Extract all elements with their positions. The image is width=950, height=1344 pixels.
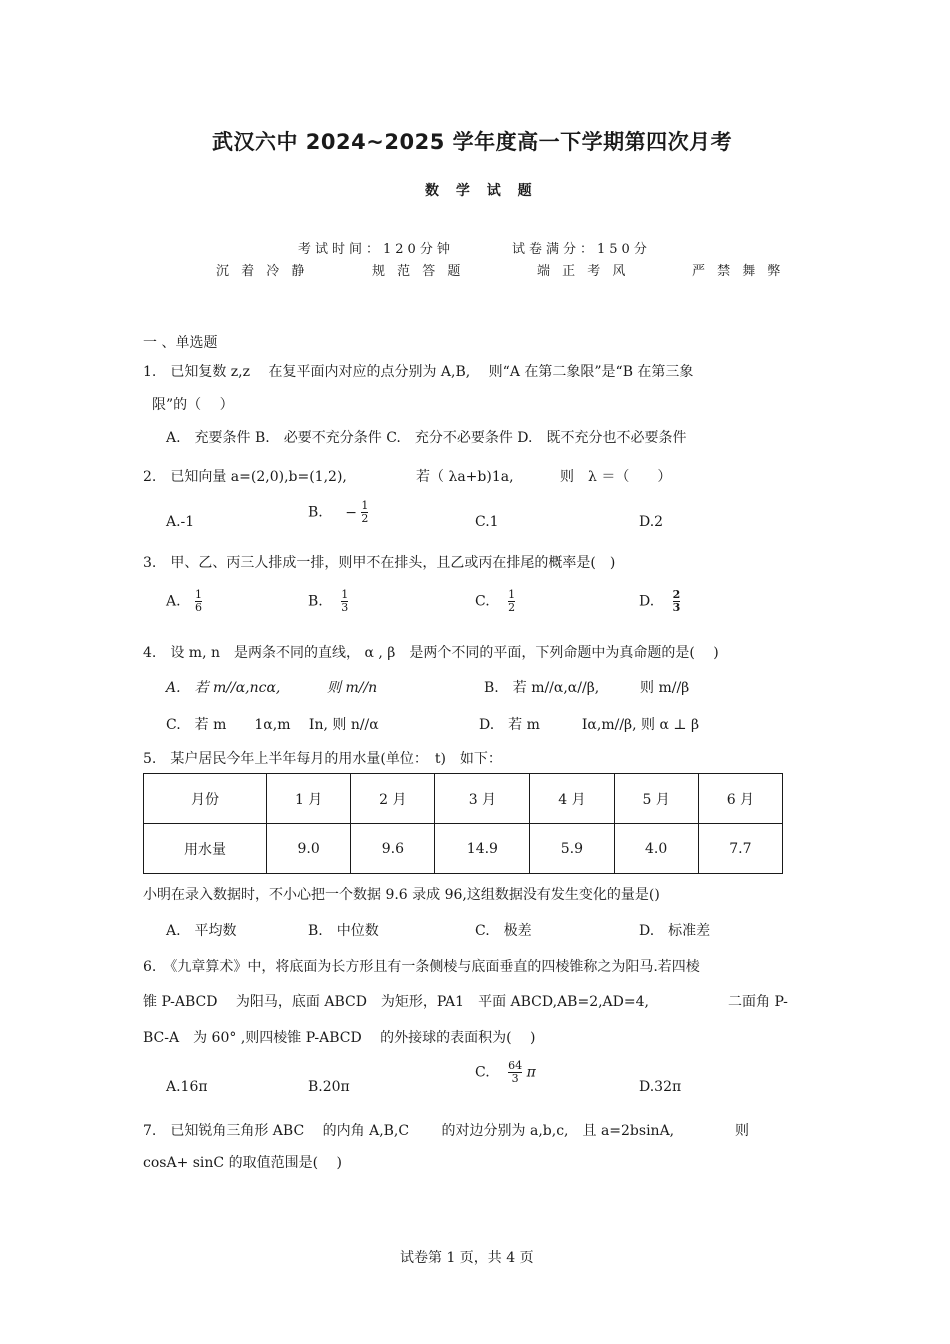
q2-stem-3: 则 λ ＝（ ） xyxy=(560,469,672,485)
q5-option-c: C. 极差 xyxy=(475,923,532,939)
q4-option-b: B. 若 m//α,α//β, xyxy=(484,680,600,696)
q6-option-c-pi: π xyxy=(526,1064,536,1081)
q3-option-a xyxy=(166,589,202,614)
q5-option-b: B. 中位数 xyxy=(308,923,379,939)
q1-stem-line2: 限”的（ ） xyxy=(152,397,234,413)
q6-option-c-fraction xyxy=(508,1060,522,1085)
q2-option-b xyxy=(308,500,368,525)
q6-option-c xyxy=(475,1060,536,1085)
full-score: 试卷满分：150分 xyxy=(512,242,651,257)
q3-option-d xyxy=(639,589,680,614)
q6-option-a: A.16π xyxy=(166,1079,208,1095)
q1-stem-line1: 1. 已知复数 z,z 在复平面内对应的点分别为 A,B, 则“A 在第二象限”是“B 在第三象 xyxy=(143,364,694,380)
q6-line1: 6. 《九章算术》中，将底面为长方形且有一条侧棱与底面垂直的四棱锥称之为阳马.若四棱 xyxy=(143,959,700,975)
q5-option-d: D. 标准差 xyxy=(639,923,711,939)
table-cell: 6 月 xyxy=(698,774,782,824)
table-row xyxy=(144,824,783,874)
q2-option-a: A.-1 xyxy=(166,514,195,530)
q3-option-c-label: C. xyxy=(475,593,490,610)
exam-title: 武汉六中 2024~2025 学年度高一下学期第四次月考 xyxy=(212,130,733,154)
q3-option-b-fraction xyxy=(341,589,348,614)
q6-line2: 锥 P-ABCD 为阳马，底面 ABCD 为矩形，PA1 平面 ABCD,AB=2,AD=4, xyxy=(143,994,649,1010)
q3-option-b xyxy=(308,589,348,614)
q7-line2: cosA+ sinC 的取值范围是( ) xyxy=(143,1155,342,1171)
q3-option-d-label: D. xyxy=(639,593,655,610)
q6-option-c-label: C. xyxy=(475,1064,490,1081)
q3-option-d-fraction xyxy=(673,589,681,614)
q3-stem: 3. 甲、乙、丙三人排成一排，则甲不在排头，且乙或丙在排尾的概率是( ) xyxy=(143,555,616,571)
q3-option-c-den: 2 xyxy=(508,601,516,614)
table-cell: 月份 xyxy=(144,774,267,824)
q4-option-c: C. 若 m 1α,m In, 则 n//α xyxy=(166,717,379,733)
q2-option-d: D.2 xyxy=(639,514,664,530)
q7-line1-end: 则 xyxy=(735,1123,749,1139)
q3-option-c-fraction xyxy=(508,589,515,614)
table-cell: 5 月 xyxy=(614,774,698,824)
q2-option-b-sign: − xyxy=(345,504,357,521)
q1-options: A. 充要条件 B. 必要不充分条件 C. 充分不必要条件 D. 既不充分也不必要条件 xyxy=(166,430,687,446)
q3-option-c-num: 1 xyxy=(508,588,516,601)
table-cell: 1 月 xyxy=(267,774,351,824)
q2-stem-2: 若（ λa+b)1a, xyxy=(416,469,514,485)
q3-option-b-den: 3 xyxy=(341,601,349,614)
q6-option-c-num: 64 xyxy=(508,1059,523,1072)
q6-option-b: B.20π xyxy=(308,1079,350,1095)
water-usage-table xyxy=(143,773,783,874)
q2-option-b-label: B. xyxy=(308,504,323,521)
exam-time: 考试时间：120分钟 xyxy=(298,242,454,257)
q2-option-c: C.1 xyxy=(475,514,499,530)
motto-2: 规 范 答 题 xyxy=(372,264,465,279)
q3-option-a-den: 6 xyxy=(195,601,203,614)
q4-option-d: D. 若 m Iα,m//β, 则 α ⊥ β xyxy=(479,717,700,733)
table-cell: 4 月 xyxy=(530,774,614,824)
table-cell: 7.7 xyxy=(698,824,782,874)
subject-title: 数 学 试 题 xyxy=(425,183,538,199)
q3-option-d-num: 2 xyxy=(672,588,681,601)
table-header-row xyxy=(144,774,783,824)
q3-option-b-label: B. xyxy=(308,593,323,610)
q3-option-b-num: 1 xyxy=(341,588,349,601)
table-cell: 2 月 xyxy=(351,774,435,824)
q4-option-a-conclusion: 则 m//n xyxy=(327,680,378,696)
table-cell: 14.9 xyxy=(435,824,530,874)
q6-option-c-den: 3 xyxy=(511,1072,519,1085)
q4-option-b-conclusion: 则 m//β xyxy=(640,680,690,696)
q3-option-d-den: 3 xyxy=(672,601,681,614)
q6-line2-end: 二面角 P- xyxy=(728,994,788,1010)
q3-option-a-fraction xyxy=(195,589,202,614)
table-cell: 9.6 xyxy=(351,824,435,874)
q7-line1: 7. 已知锐角三角形 ABC 的内角 A,B,C 的对边分别为 a,b,c, 且 a=2bsinA, xyxy=(143,1123,675,1139)
q2-option-b-fraction xyxy=(361,500,368,525)
q5-option-a: A. 平均数 xyxy=(166,923,237,939)
table-cell: 用水量 xyxy=(144,824,267,874)
table-cell: 9.0 xyxy=(267,824,351,874)
table-cell: 3 月 xyxy=(435,774,530,824)
motto-4: 严 禁 舞 弊 xyxy=(692,264,785,279)
q4-option-a: A. 若 m//α,ncα, xyxy=(166,680,281,696)
q3-option-a-num: 1 xyxy=(195,588,203,601)
section-heading: 一 、单选题 xyxy=(143,335,218,351)
table-cell: 4.0 xyxy=(614,824,698,874)
q2-option-b-num: 1 xyxy=(361,499,369,512)
q5-note: 小明在录入数据时，不小心把一个数据 9.6 录成 96,这组数据没有发生变化的量是() xyxy=(143,887,660,903)
q5-stem: 5. 某户居民今年上半年每月的用水量(单位： t) 如下： xyxy=(143,751,502,767)
motto-3: 端 正 考 风 xyxy=(537,264,630,279)
q2-option-b-den: 2 xyxy=(361,512,369,525)
page-footer: 试卷第 1 页，共 4 页 xyxy=(400,1250,534,1266)
q3-option-c xyxy=(475,589,515,614)
q2-stem-1: 2. 已知向量 a=(2,0),b=(1,2), xyxy=(143,469,347,485)
q6-option-d: D.32π xyxy=(639,1079,682,1095)
motto-1: 沉 着 冷 静 xyxy=(216,264,309,279)
table-cell: 5.9 xyxy=(530,824,614,874)
q4-stem: 4. 设 m, n 是两条不同的直线， α , β 是两个不同的平面，下列命题中为真命题的是( ) xyxy=(143,645,719,661)
q3-option-a-label: A. xyxy=(166,593,181,610)
q6-line3: BC-A 为 60° ,则四棱锥 P-ABCD 的外接球的表面积为( ) xyxy=(143,1030,536,1046)
